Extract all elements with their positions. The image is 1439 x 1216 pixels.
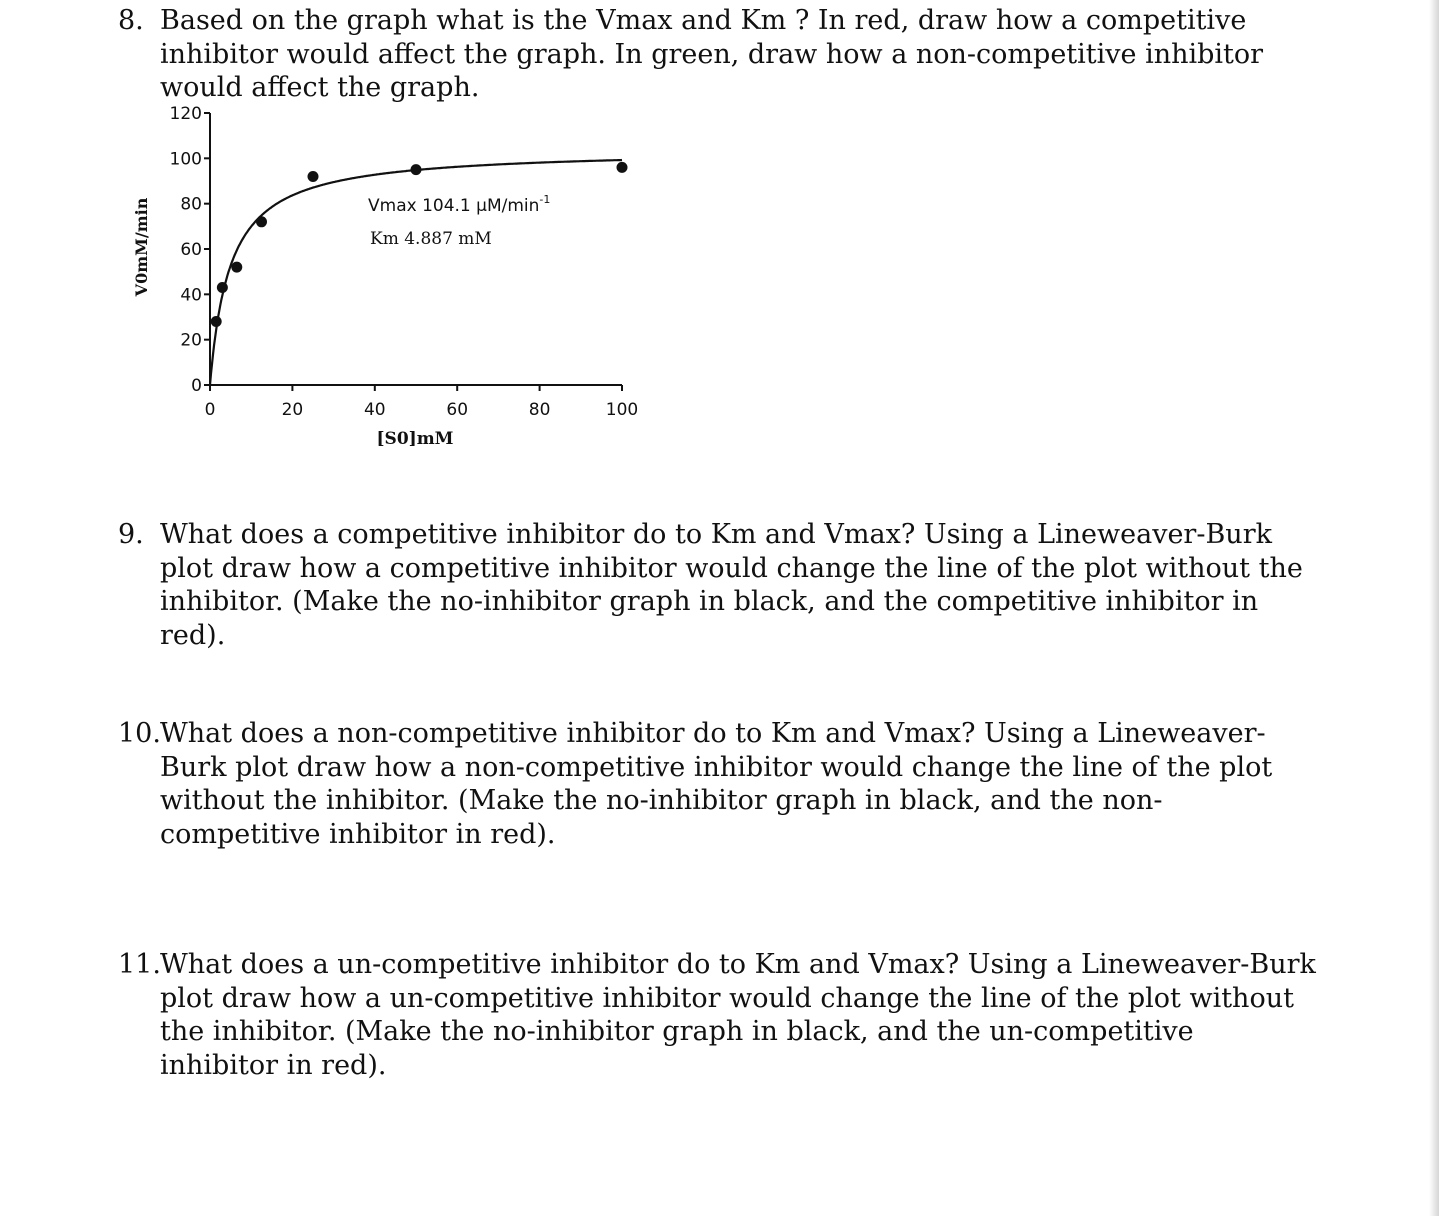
question-9 xyxy=(118,518,1318,652)
question-11-number: 11. xyxy=(118,949,161,980)
question-11-text: What does a un-competitive inhibitor do to Km and Vmax? Using a Lineweaver-Burk plot draw how a un-competitive inhibitor would change the line of the plot without the inhibitor. (Make the no-inhibitor graph in black, and the un-competitive inhibitor in red). xyxy=(160,949,1316,1081)
chart-ticks xyxy=(170,104,639,420)
question-8-number: 8. xyxy=(118,5,144,36)
y-tick-label: 60 xyxy=(180,240,202,260)
data-point xyxy=(211,316,222,327)
question-10-number: 10. xyxy=(118,718,161,749)
question-10-text: What does a non-competitive inhibitor do to Km and Vmax? Using a Lineweaver-Burk plot draw how a non-competitive inhibitor would change the line of the plot without the inhibitor. (Make the no-inhibitor graph in black, and the non-competitive inhibitor in red). xyxy=(160,718,1273,850)
vmax-annotation xyxy=(368,193,550,216)
data-point xyxy=(617,162,628,173)
question-9-text: What does a competitive inhibitor do to Km and Vmax? Using a Lineweaver-Burk plot draw how a competitive inhibitor would change the line of the plot without the inhibitor. (Make the no-inhibitor graph in black, and the competitive inhibitor in red). xyxy=(160,519,1303,651)
x-tick-label: 60 xyxy=(446,400,469,420)
question-9-number: 9. xyxy=(118,519,144,550)
y-tick-label: 80 xyxy=(180,194,202,215)
y-tick-label: 0 xyxy=(191,376,202,396)
x-tick-label: 0 xyxy=(204,400,216,420)
question-11 xyxy=(118,948,1318,1082)
data-point xyxy=(231,262,242,273)
page-edge-shadow xyxy=(1429,0,1439,1216)
question-10 xyxy=(118,717,1318,851)
question-8-text: Based on the graph what is the Vmax and Km ? In red, draw how a competitive inhibitor would affect the graph. In green, draw how a non-competitive inhibitor would affect the graph. xyxy=(160,5,1264,103)
data-point xyxy=(217,282,228,293)
y-tick-label: 20 xyxy=(180,330,202,351)
km-annotation: Km 4.887 mM xyxy=(370,229,492,249)
data-point xyxy=(411,164,422,175)
x-axis-label: [S0]mM xyxy=(376,429,454,449)
x-tick-label: 80 xyxy=(528,400,551,420)
x-tick-label: 20 xyxy=(281,400,304,420)
y-tick-label: 100 xyxy=(169,149,202,170)
fit-curve xyxy=(210,160,622,385)
y-tick-label: 120 xyxy=(169,104,202,124)
x-tick-label: 100 xyxy=(605,400,639,420)
question-8 xyxy=(118,4,1318,105)
data-point xyxy=(308,171,319,182)
y-axis-label: V0mM/min xyxy=(132,197,151,297)
y-tick-label: 40 xyxy=(180,285,202,306)
vmax-annotation-superscript: -1 xyxy=(539,193,551,206)
chart-axes xyxy=(210,113,622,385)
data-point xyxy=(256,216,267,227)
michaelis-menten-chart xyxy=(120,95,680,465)
x-tick-label: 40 xyxy=(363,400,386,420)
vmax-annotation-text: Vmax 104.1 µM/min xyxy=(368,196,540,216)
